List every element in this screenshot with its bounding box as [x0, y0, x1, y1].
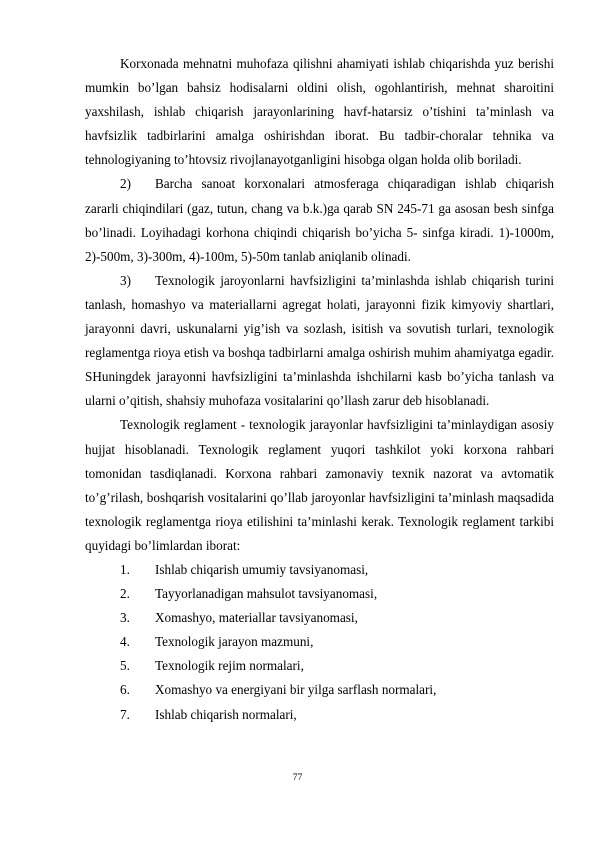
list-item [85, 582, 554, 606]
list-item [85, 654, 554, 678]
paragraph-text: Barcha sanoat korxonalari atmosferaga chiqaradigan ishlab chiqarish zararli chiqindilari (gaz, tutun, chang va b.k.)ga qarab SN 245-71 ga asosan besh sinfga bo’linadi. Loyihadagi korhona chiqindi chiqarish bo’yicha 5- sinfga kiradi. 1)-1000m, 2)-500m, 3)-300m, 4)-100m, 5)-50m tanlab aniqlanib olinadi. [85, 176, 554, 264]
list-item-text: Texnologik jarayon mazmuni, [155, 634, 314, 650]
list-item-number: 1. [120, 561, 130, 577]
list-item-text: Ishlab chiqarish normalari, [155, 706, 297, 722]
numbered-paragraph-3 [85, 269, 554, 414]
document-page [85, 52, 554, 727]
page-number: 77 [292, 773, 303, 783]
list-item-number: 7. [120, 706, 130, 722]
list-item-number: 2. [120, 586, 130, 602]
list-item-number: 3. [120, 610, 130, 626]
list-item [85, 703, 554, 727]
list-item-number: 4. [120, 634, 130, 650]
list-item-number: 6. [120, 682, 130, 698]
paragraph-number: 3) [120, 272, 131, 288]
list-item-text: Tayyorlanadigan mahsulot tavsiyanomasi, [155, 586, 378, 602]
list-item-text: Xomashyo va energiyani bir yilga sarflash normalari, [155, 682, 437, 698]
list-item [85, 630, 554, 654]
numbered-paragraph-2 [85, 172, 554, 268]
paragraph-text: Texnologik jaroyonlarni havfsizligini ta’minlashda ishlab chiqarish turini tanlash, homashyo va materiallarni agregat holati, jarayonni fizik kimyoviy shartlari, jarayonni davri, uskunalarni yig’ish va sozlash, isitish va sovutish turlari, texnologik reglamentga rioya etish va boshqa tadbirlarni amalga oshirish muhim ahamiyatga egadir. SHuningdek jarayonni havfsizligini ta’minlashda ishchilarni kasb bo’yicha tanlash va ularni o’qitish, shahsiy muhofaza vositalarini qo’llash zarur deb hisoblanadi. [85, 272, 554, 409]
list-item-text: Texnologik rejim normalari, [155, 658, 304, 674]
paragraph-reglament: Texnologik reglament - texnologik jarayonlar havfsizligini ta’minlaydigan asosiy hujjat hisoblanadi. Texnologik reglament yuqori tashkilot yoki korxona rahbari tomonidan tasdiqlanadi. Korxona rahbari zamonaviy texnik nazorat va avtomatik to’g’rilash, boshqarish vositalarini qo’llab jaroyonlar havfsizligini ta’minlash maqsadida texnologik reglamentga rioya etilishini ta’minlashi kerak. Texnologik reglament tarkibi quyidagi bo’limlardan iborat: [85, 417, 554, 553]
list-item [85, 678, 554, 702]
reglament-sections-list [85, 558, 554, 727]
paragraph-intro: Korxonada mehnatni muhofaza qilishni ahamiyati ishlab chiqarishda yuz berishi mumkin bo’lgan bahsiz hodisalarni oldini olish, ogohlantirish, mehnat sharoitini yaxshilash, ishlab chiqarish jarayonlarining havf-hatarsiz o’tishini ta’minlash va havfsizlik tadbirlarini amalga oshirishdan iborat. Bu tadbir-choralar tehnika va tehnologiyaning to’htovsiz rivojlanayotganligini hisobga olgan holda olib boriladi. [85, 56, 554, 168]
list-item [85, 558, 554, 582]
list-item-text: Xomashyo, materiallar tavsiyanomasi, [155, 610, 358, 626]
list-item-number: 5. [120, 658, 130, 674]
list-item-text: Ishlab chiqarish umumiy tavsiyanomasi, [155, 561, 369, 577]
list-item [85, 606, 554, 630]
paragraph-number: 2) [120, 176, 131, 192]
